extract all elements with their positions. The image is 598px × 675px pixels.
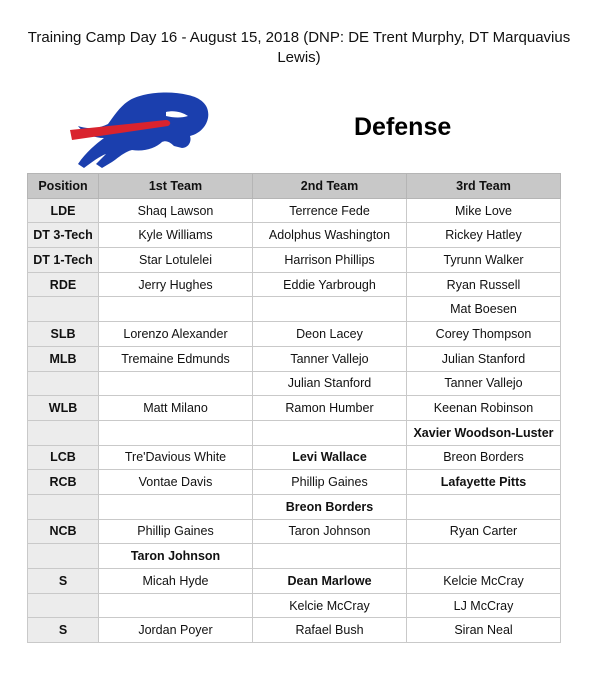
first-team-cell: Tremaine Edmunds	[99, 346, 253, 371]
first-team-cell: Star Lotulelei	[99, 248, 253, 273]
first-team-cell	[99, 420, 253, 445]
table-row	[28, 371, 561, 396]
third-team-cell: Xavier Woodson-Luster	[407, 420, 561, 445]
second-team-cell: Adolphus Washington	[253, 223, 407, 248]
third-team-cell: Breon Borders	[407, 445, 561, 470]
second-team-cell: Taron Johnson	[253, 519, 407, 544]
second-team-cell: Eddie Yarbrough	[253, 272, 407, 297]
second-team-cell: Breon Borders	[253, 494, 407, 519]
position-cell: DT 3-Tech	[28, 223, 99, 248]
position-cell: DT 1-Tech	[28, 248, 99, 273]
second-team-cell: Harrison Phillips	[253, 248, 407, 273]
third-team-cell: LJ McCray	[407, 593, 561, 618]
position-cell	[28, 297, 99, 322]
table-row	[28, 519, 561, 544]
table-row	[28, 593, 561, 618]
table-row	[28, 396, 561, 421]
page-title: Training Camp Day 16 - August 15, 2018 (DNP: DE Trent Murphy, DT Marquavius Lewis)	[27, 29, 571, 66]
table-row	[28, 322, 561, 347]
first-team-cell	[99, 371, 253, 396]
first-team-cell: Matt Milano	[99, 396, 253, 421]
third-team-cell: Ryan Carter	[407, 519, 561, 544]
third-team-cell: Tyrunn Walker	[407, 248, 561, 273]
third-team-cell: Ryan Russell	[407, 272, 561, 297]
first-team-cell: Jordan Poyer	[99, 618, 253, 643]
third-team-cell: Tanner Vallejo	[407, 371, 561, 396]
first-team-cell	[99, 297, 253, 322]
third-team-cell: Siran Neal	[407, 618, 561, 643]
second-team-cell: Ramon Humber	[253, 396, 407, 421]
second-team-cell: Dean Marlowe	[253, 569, 407, 594]
position-cell: RCB	[28, 470, 99, 495]
second-team-cell: Phillip Gaines	[253, 470, 407, 495]
table-header-row	[28, 174, 561, 199]
header-position: Position	[28, 174, 99, 199]
table-row	[28, 569, 561, 594]
position-cell: SLB	[28, 322, 99, 347]
third-team-cell	[407, 544, 561, 569]
position-cell	[28, 371, 99, 396]
table-row	[28, 346, 561, 371]
table-row	[28, 297, 561, 322]
table-row	[28, 544, 561, 569]
third-team-cell: Mat Boesen	[407, 297, 561, 322]
bills-logo-icon	[70, 90, 215, 170]
second-team-cell	[253, 420, 407, 445]
position-cell	[28, 544, 99, 569]
position-cell: MLB	[28, 346, 99, 371]
position-cell: LCB	[28, 445, 99, 470]
first-team-cell: Phillip Gaines	[99, 519, 253, 544]
position-cell	[28, 420, 99, 445]
first-team-cell: Kyle Williams	[99, 223, 253, 248]
third-team-cell: Corey Thompson	[407, 322, 561, 347]
section-title: Defense	[354, 113, 452, 141]
third-team-cell: Julian Stanford	[407, 346, 561, 371]
position-cell: S	[28, 618, 99, 643]
depth-chart-table	[27, 173, 561, 643]
position-cell	[28, 593, 99, 618]
second-team-cell: Levi Wallace	[253, 445, 407, 470]
third-team-cell: Lafayette Pitts	[407, 470, 561, 495]
position-cell	[28, 494, 99, 519]
first-team-cell: Micah Hyde	[99, 569, 253, 594]
second-team-cell	[253, 297, 407, 322]
table-row	[28, 494, 561, 519]
second-team-cell: Terrence Fede	[253, 198, 407, 223]
table-row	[28, 420, 561, 445]
second-team-cell	[253, 544, 407, 569]
position-cell: WLB	[28, 396, 99, 421]
first-team-cell: Jerry Hughes	[99, 272, 253, 297]
table-row	[28, 445, 561, 470]
header-third-team: 3rd Team	[407, 174, 561, 199]
third-team-cell	[407, 494, 561, 519]
second-team-cell: Deon Lacey	[253, 322, 407, 347]
position-cell: RDE	[28, 272, 99, 297]
first-team-cell	[99, 494, 253, 519]
table-row	[28, 470, 561, 495]
third-team-cell: Keenan Robinson	[407, 396, 561, 421]
first-team-cell	[99, 593, 253, 618]
second-team-cell: Tanner Vallejo	[253, 346, 407, 371]
position-cell: NCB	[28, 519, 99, 544]
first-team-cell: Shaq Lawson	[99, 198, 253, 223]
table-row	[28, 618, 561, 643]
third-team-cell: Mike Love	[407, 198, 561, 223]
table-row	[28, 223, 561, 248]
table-row	[28, 198, 561, 223]
third-team-cell: Kelcie McCray	[407, 569, 561, 594]
table-row	[28, 248, 561, 273]
second-team-cell: Julian Stanford	[253, 371, 407, 396]
first-team-cell: Vontae Davis	[99, 470, 253, 495]
first-team-cell: Tre'Davious White	[99, 445, 253, 470]
position-cell: LDE	[28, 198, 99, 223]
second-team-cell: Rafael Bush	[253, 618, 407, 643]
first-team-cell: Taron Johnson	[99, 544, 253, 569]
table-row	[28, 272, 561, 297]
second-team-cell: Kelcie McCray	[253, 593, 407, 618]
first-team-cell: Lorenzo Alexander	[99, 322, 253, 347]
third-team-cell: Rickey Hatley	[407, 223, 561, 248]
header-second-team: 2nd Team	[253, 174, 407, 199]
position-cell: S	[28, 569, 99, 594]
header-first-team: 1st Team	[99, 174, 253, 199]
